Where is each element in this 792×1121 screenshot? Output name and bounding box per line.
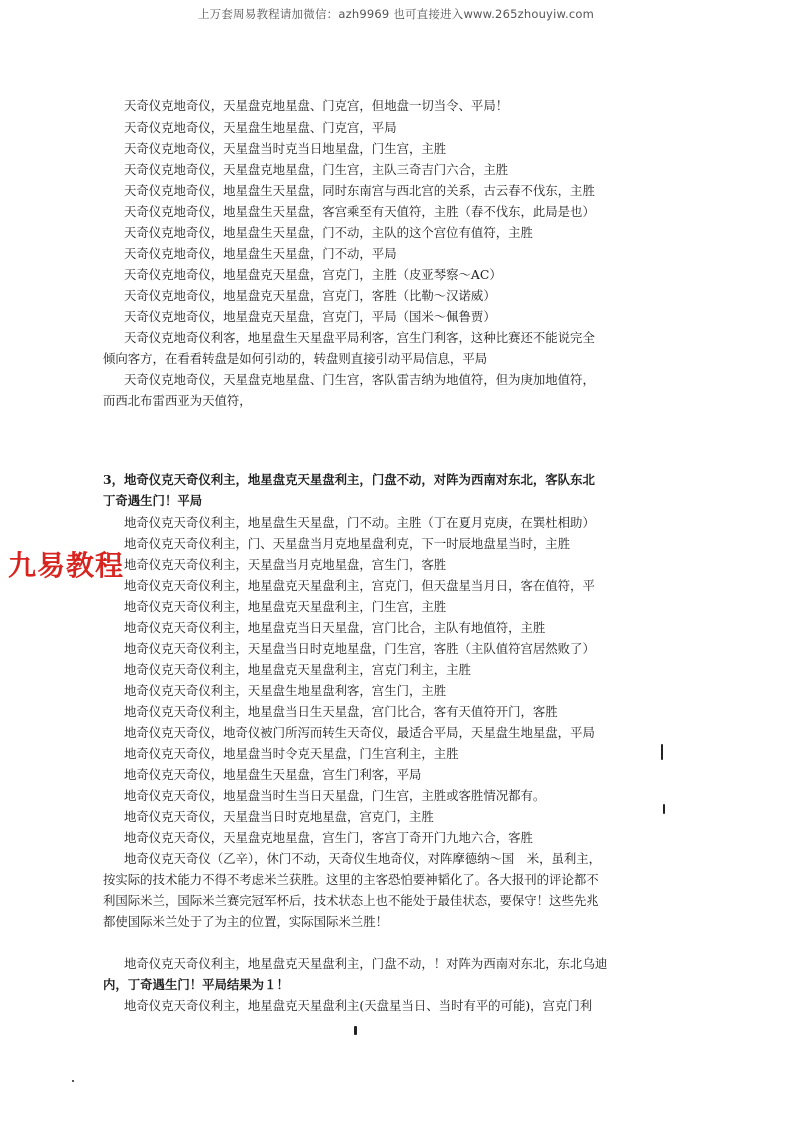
text-line: 天奇仪克地奇仪，地星盘克天星盘，宫克门，客胜（比勒～汉诺威） (124, 288, 496, 303)
text-line: 地奇仪克天奇仪利主，地星盘克天星盘利主，门生宫，主胜 (124, 599, 447, 614)
text-line: 天奇仪克地奇仪，地星盘生天星盘，同时东南宫与西北宫的关系，古云春不伐东，主胜 (124, 183, 595, 198)
text-line: 天奇仪克地奇仪，天星盘生地星盘、门克宫，平局 (124, 120, 397, 135)
text-line: 天奇仪克地奇仪，地星盘克天星盘，宫克门，主胜（皮亚琴察～AC） (124, 267, 502, 282)
text-line: 地奇仪克天奇仪（乙辛），休门不动，天奇仪生地奇仪，对阵摩德纳～国 米，虽利主， (124, 851, 602, 866)
text-line: 地奇仪克天奇仪利主，地星盘生天星盘，门不动。主胜（丁在夏月克庚，在巽杜相助） (124, 515, 595, 530)
text-line: 地奇仪克天奇仪利主，天星盘当日时克地星盘，门生宫，客胜（主队值符宫居然败了） (124, 641, 595, 656)
text-line: 按实际的技术能力不得不考虑米兰获胜。这里的主客恐怕要神韬化了。各大报刊的评论都不 (103, 872, 599, 887)
text-line: 地奇仪克天奇仪利主，地星盘克当日天星盘，宫门比合，主队有地值符，主胜 (124, 620, 546, 635)
scan-speck (661, 744, 663, 760)
scan-speck (354, 1026, 357, 1035)
text-line: 利国际米兰，国际米兰赛完冠军杯后，技术状态上也不能处于最佳状态，要保守！这些先兆 (103, 893, 599, 908)
text-line: 天奇仪克地奇仪，天星盘当时克当日地星盘，门生宫，主胜 (124, 141, 447, 156)
text-line: 地奇仪克天奇仪利主，地星盘当日生天星盘，宫门比合，客有天值符开门，客胜 (124, 704, 558, 719)
text-line: 天奇仪克地奇仪，地星盘生天星盘，门不动，平局 (124, 246, 397, 261)
text-line: 地奇仪克天奇仪利主，天星盘生地星盘利客，宫生门，主胜 (124, 683, 447, 698)
text-line: 天奇仪克地奇仪，地星盘克天星盘，宫克门，平局（国米～佩鲁贾） (124, 309, 496, 324)
text-line: 地奇仪克天奇仪利主，地星盘克天星盘利主，宫克门，但天盘星当月日，客在值符，平 (124, 578, 595, 593)
text-line: 天奇仪克地奇仪，天星盘克地星盘、门生宫，客队雷吉纳为地值符，但为庚加地值符， (124, 372, 595, 387)
text-line: 地奇仪克天奇仪利主，天星盘当月克地星盘，宫生门，客胜 (124, 557, 447, 572)
text-line: 而西北布雷西亚为天值符， (103, 393, 252, 408)
scan-speck (72, 1080, 74, 1082)
text-line: 地奇仪克天奇仪利主，地星盘克天星盘利主，门盘不动，！对阵为西南对东北，东北乌迪 (124, 956, 608, 971)
text-line: 地奇仪克天奇仪，地奇仪被门所泻而转生天奇仪，最适合平局，天星盘生地星盘，平局 (124, 725, 595, 740)
text-line: 地奇仪克天奇仪，地星盘当时生当日天星盘，门生宫，主胜或客胜情况都有。 (124, 788, 546, 803)
text-line: 内，丁奇遇生门！平局结果为１！ (103, 977, 289, 992)
text-line: 地奇仪克天奇仪利主，地星盘克天星盘利主，宫克门利主，主胜 (124, 662, 471, 677)
text-line: 地奇仪克天奇仪，地星盘当时令克天星盘，门生宫利主，主胜 (124, 746, 459, 761)
text-line: 地奇仪克天奇仪，天星盘克地星盘，宫生门，客宫丁奇开门九地六合，客胜 (124, 830, 533, 845)
text-line: 地奇仪克天奇仪利主，地星盘克天星盘利主(天盘星当日、当时有平的可能)，宫克门利 (124, 998, 593, 1013)
text-line: 地奇仪克天奇仪利主，门、天星盘当月克地星盘利克，下一时辰地盘星当时，主胜 (124, 536, 571, 551)
header-watermark: 上万套周易教程请加微信：azh9969 也可直接进入www.265zhouyiw.com (197, 7, 595, 21)
scan-speck (663, 804, 665, 814)
text-line: 天奇仪克地奇仪，地星盘生天星盘，门不动，主队的这个宫位有值符，主胜 (124, 225, 533, 240)
text-line: 地奇仪克天奇仪，天星盘当日时克地星盘，宫克门，主胜 (124, 809, 434, 824)
text-line: 天奇仪克地奇仪，天星盘克地星盘、门克宫，但地盘一切当令、平局！ (124, 98, 509, 113)
text-line: 天奇仪克地奇仪利客，地星盘生天星盘平局利客，宫生门利客，这种比赛还不能说完全 (124, 330, 595, 345)
logo-watermark: 九易教程 (8, 549, 125, 582)
text-line: 倾向客方，在看看转盘是如何引动的，转盘则直接引动平局信息，平局 (103, 351, 488, 366)
text-line: 都使国际米兰处于了为主的位置，实际国际米兰胜！ (103, 914, 388, 929)
text-line: 天奇仪克地奇仪，地星盘生天星盘，客宫乘至有天值符，主胜（春不伐东，此局是也） (124, 204, 595, 219)
section-heading: 3，地奇仪克天奇仪利主，地星盘克天星盘利主，门盘不动，对阵为西南对东北，客队东北 (103, 472, 595, 487)
text-line: 天奇仪克地奇仪，天星盘克地星盘，门生宫，主队三奇吉门六合，主胜 (124, 162, 509, 177)
section-heading: 丁奇遇生门！平局 (103, 493, 203, 508)
text-line: 地奇仪克天奇仪，地星盘生天星盘，宫生门利客，平局 (124, 767, 422, 782)
